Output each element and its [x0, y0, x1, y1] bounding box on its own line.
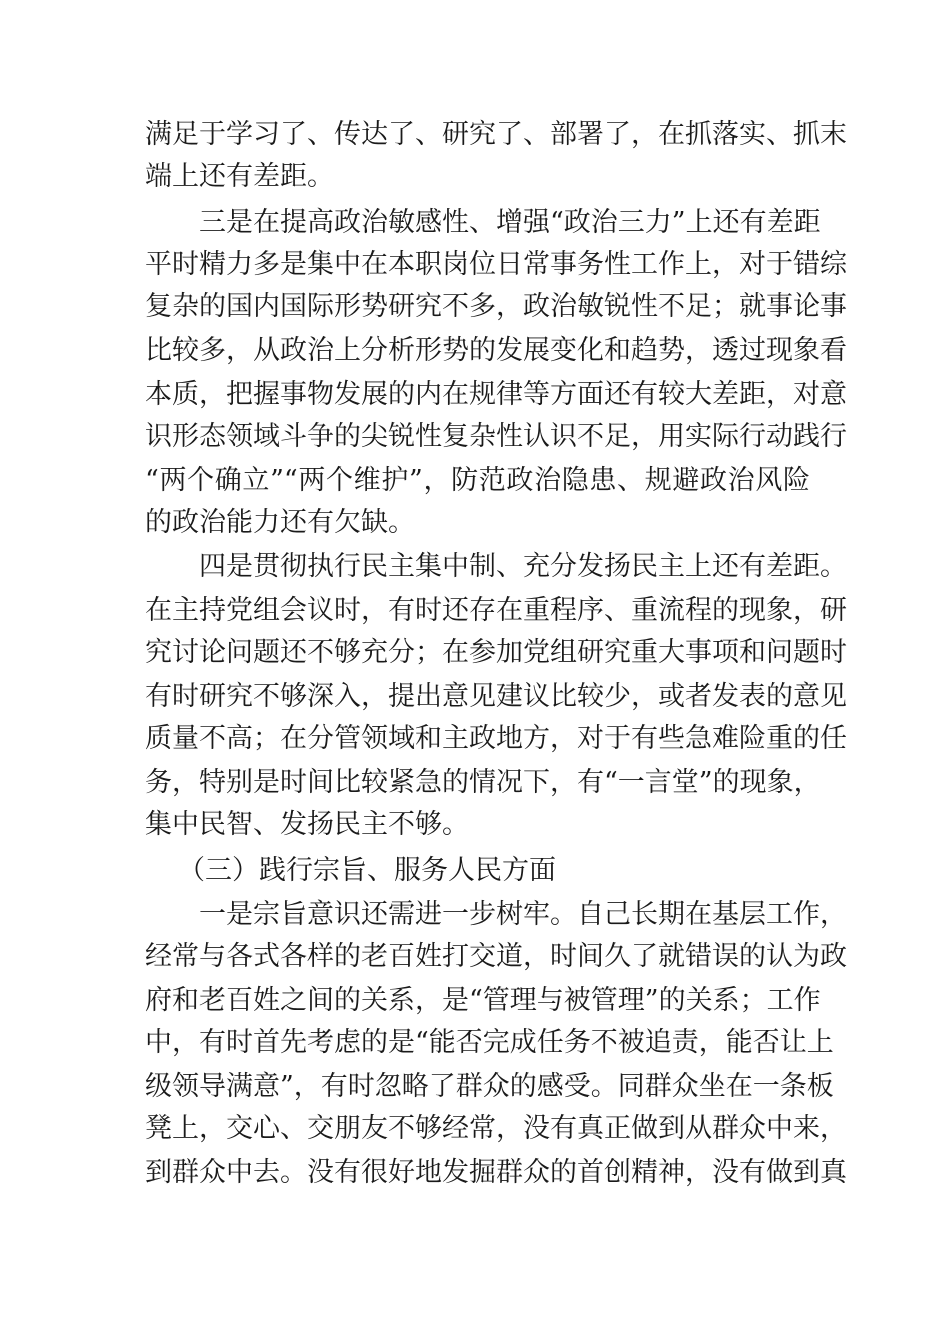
text-line-2: 端上还有差距。 — [145, 161, 334, 192]
text-line-13: 究讨论问题还不够充分；在参加党组研究重大事项和问题时 — [145, 637, 847, 668]
text-line-8: 识形态领域斗争的尖锐性复杂性认识不足，用实际行动践行 — [145, 421, 847, 452]
text-line-10: 的政治能力还有欠缺。 — [145, 507, 415, 538]
text-line-14: 有时研究不够深入，提出意见建议比较少，或者发表的意见 — [145, 681, 847, 712]
text-line-12: 在主持党组会议时，有时还存在重程序、重流程的现象，研 — [145, 595, 847, 626]
text-line-25: 到群众中去。没有很好地发掘群众的首创精神，没有做到真 — [145, 1157, 847, 1188]
text-line-3: 三是在提高政治敏感性、增强“政治三力”上还有差距 — [199, 207, 821, 238]
text-line-5: 复杂的国内国际形势研究不多，政治敏锐性不足；就事论事 — [145, 291, 847, 322]
text-line-22: 中，有时首先考虑的是“能否完成任务不被追责，能否让上 — [145, 1027, 834, 1058]
text-line-1: 满足于学习了、传达了、研究了、部署了，在抓落实、抓末 — [145, 119, 847, 150]
text-line-17: 集中民智、发扬民主不够。 — [145, 809, 469, 840]
text-line-24: 凳上，交心、交朋友不够经常，没有真正做到从群众中来， — [145, 1113, 847, 1144]
text-line-9: “两个确立”“两个维护”，防范政治隐患、规避政治风险 — [145, 465, 810, 496]
text-line-7: 本质，把握事物发展的内在规律等方面还有较大差距，对意 — [145, 379, 847, 410]
section-heading: （三）践行宗旨、服务人民方面 — [178, 855, 556, 886]
text-line-6: 比较多，从政治上分析形势的发展变化和趋势，透过现象看 — [145, 335, 847, 366]
text-line-21: 府和老百姓之间的关系，是“管理与被管理”的关系；工作 — [145, 985, 821, 1016]
text-line-16: 务，特别是时间比较紧急的情况下，有“一言堂”的现象， — [145, 767, 821, 798]
text-line-11: 四是贯彻执行民主集中制、充分发扬民主上还有差距。 — [199, 551, 847, 582]
text-line-23: 级领导满意”，有时忽略了群众的感受。同群众坐在一条板 — [145, 1071, 834, 1102]
text-line-20: 经常与各式各样的老百姓打交道，时间久了就错误的认为政 — [145, 941, 847, 972]
text-line-4: 平时精力多是集中在本职岗位日常事务性工作上，对于错综 — [145, 249, 847, 280]
text-line-15: 质量不高；在分管领域和主政地方，对于有些急难险重的任 — [145, 723, 847, 754]
text-line-19: 一是宗旨意识还需进一步树牢。自己长期在基层工作， — [199, 899, 847, 930]
